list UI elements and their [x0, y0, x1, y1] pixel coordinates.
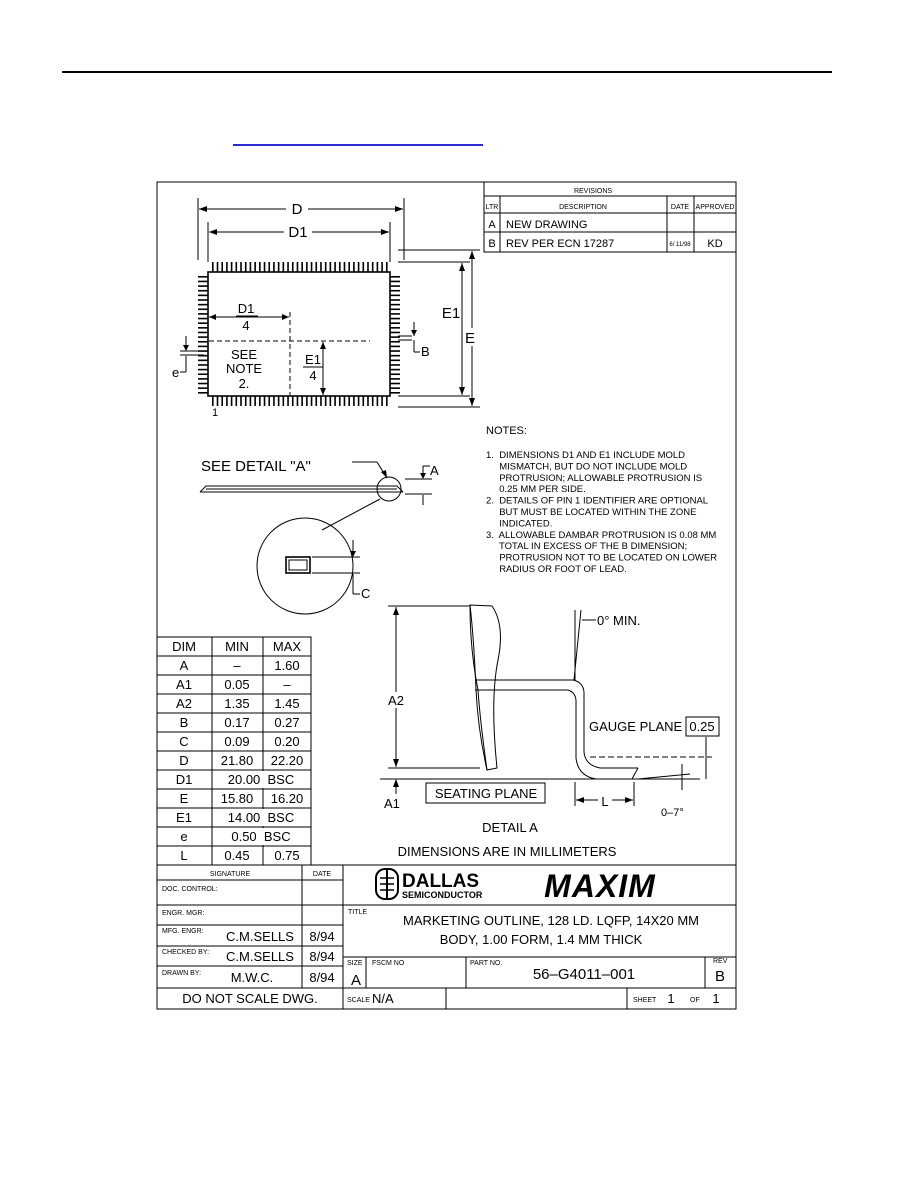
notes-title: NOTES: [486, 425, 527, 437]
lead [287, 262, 289, 272]
lead [390, 383, 400, 385]
see-note-line-2: NOTE [225, 361, 263, 376]
side-view [200, 458, 439, 614]
note-line: 1. DIMENSIONS D1 AND E1 INCLUDE MOLD [486, 450, 686, 461]
dim-table-min: 0.45 [224, 848, 250, 863]
lead [198, 373, 208, 375]
see-note-line-1: SEE [230, 347, 258, 362]
lead [311, 396, 313, 406]
lead [198, 299, 208, 301]
lead [217, 262, 219, 272]
lead [198, 308, 208, 310]
logo-semiconductor-text: SEMICONDUCTOR [402, 890, 483, 900]
part-no-value: 56–G4011–001 [532, 966, 636, 983]
note-line: PROTRUSION NOT TO BE LOCATED ON LOWER [486, 552, 718, 564]
dim-table-min: 0.05 [224, 677, 250, 692]
dim-label-e1-quarter-den: 4 [309, 368, 317, 383]
lead [198, 332, 208, 334]
top-view [172, 198, 480, 419]
lead [254, 262, 256, 272]
drawing-title-line-2: BODY, 1.00 FORM, 1.4 MM THICK [439, 932, 643, 947]
mfg-engr-name: C.M.SELLS [226, 929, 294, 944]
checked-by-date: 8/94 [309, 949, 335, 964]
lead [390, 281, 400, 283]
lead [390, 290, 400, 292]
lead [221, 396, 223, 406]
lead [306, 262, 308, 272]
dim-table-span: 0.50 BSC [231, 829, 291, 844]
note-line: 3. ALLOWABLE DAMBAR PROTRUSION IS 0.08 MM [486, 529, 717, 541]
lead [278, 262, 280, 272]
rev-b-desc: REV PER ECN 17287 [506, 238, 615, 250]
title-block [157, 865, 736, 1009]
lead [198, 392, 208, 394]
of-value: 1 [712, 991, 720, 1006]
dim-label-d1-quarter-den: 4 [242, 318, 250, 333]
dim-label-a1: A1 [384, 796, 400, 811]
lead [386, 262, 388, 272]
lead [330, 262, 332, 272]
rev-header-ltr: LTR [485, 204, 499, 211]
maxim-logo [544, 868, 656, 904]
lead [198, 322, 208, 324]
rev-b-ltr: B [488, 238, 496, 250]
lead [334, 262, 336, 272]
lead [390, 313, 400, 315]
lead [367, 396, 369, 406]
dim-label-d1-quarter-num: D1 [237, 301, 255, 316]
do-not-scale-note: DO NOT SCALE DWG. [182, 991, 318, 1006]
lead [330, 396, 332, 406]
dim-label-b: B [421, 344, 430, 359]
lead [381, 396, 383, 406]
lead [221, 262, 223, 272]
logo-dallas-text: DALLAS [402, 871, 480, 892]
lead [348, 396, 350, 406]
lead [348, 262, 350, 272]
rev-label: REV [713, 958, 728, 965]
lead [240, 262, 242, 272]
min-angle-label: 0° MIN. [597, 613, 641, 628]
lead [390, 373, 400, 375]
lead [198, 295, 208, 297]
units-note: DIMENSIONS ARE IN MILLIMETERS [397, 844, 617, 859]
note-line: TOTAL IN EXCESS OF THE B DIMENSION; [486, 541, 688, 553]
dim-table-max: 0.20 [274, 734, 300, 749]
dim-table-dim: e [180, 829, 188, 844]
dim-table-span: 20.00 BSC [227, 772, 295, 787]
lead [320, 262, 322, 272]
dim-table-max: – [283, 677, 291, 692]
lead [198, 304, 208, 306]
mfg-engr-date: 8/94 [309, 929, 335, 944]
lead [198, 378, 208, 380]
lead [245, 396, 247, 406]
lead [283, 396, 285, 406]
lead [264, 396, 266, 406]
rev-a-desc: NEW DRAWING [506, 219, 588, 231]
signature-header: SIGNATURE [209, 871, 251, 878]
dim-table-max: 0.27 [274, 715, 300, 730]
note-line: PROTRUSION; ALLOWABLE PROTRUSION IS [486, 472, 703, 484]
lead [334, 396, 336, 406]
dim-table-min: 0.09 [224, 734, 250, 749]
lead [292, 396, 294, 406]
lead [283, 262, 285, 272]
lead [273, 396, 275, 406]
seating-plane-label: SEATING PLANE [434, 786, 538, 801]
angle-range-label: 0–7° [661, 807, 684, 819]
lead [198, 369, 208, 371]
lead [231, 396, 233, 406]
dim-table-min: 0.17 [224, 715, 250, 730]
dim-table-max: 22.20 [270, 753, 304, 768]
dim-table-max: 16.20 [270, 791, 304, 806]
lead [390, 378, 400, 380]
dim-table-min: 1.35 [224, 696, 250, 711]
lead [390, 392, 400, 394]
dim-table-min: 15.80 [220, 791, 254, 806]
lead [367, 262, 369, 272]
doc-control-label: DOC. CONTROL: [162, 886, 218, 893]
rev-b-approved: KD [707, 238, 723, 250]
dim-table-dim: L [180, 848, 188, 863]
note-line: 2. DETAILS OF PIN 1 IDENTIFIER ARE OPTIONAL [486, 495, 709, 507]
part-no-label: PART NO. [470, 960, 503, 967]
package-leads [198, 262, 400, 406]
lead [377, 262, 379, 272]
lead [217, 396, 219, 406]
rev-b-date: 6/ 11/98 [669, 242, 691, 248]
see-detail-label: SEE DETAIL "A" [201, 458, 311, 475]
drawn-by-date: 8/94 [309, 970, 335, 985]
dim-table-dim: B [179, 715, 189, 730]
dim-label-d1: D1 [288, 224, 308, 241]
lead [198, 281, 208, 283]
lead [198, 336, 208, 338]
lead [250, 262, 252, 272]
date-header: DATE [312, 871, 332, 878]
lead [311, 262, 313, 272]
lead [353, 262, 355, 272]
lead [245, 262, 247, 272]
checked-by-name: C.M.SELLS [226, 949, 294, 964]
lead [287, 396, 289, 406]
revisions-table [484, 182, 736, 252]
dim-table-dim: A [179, 658, 189, 673]
sheet-value: 1 [667, 991, 675, 1006]
note-line: 0.25 MM PER SIDE. [486, 484, 586, 496]
dim-table-max: 0.75 [274, 848, 300, 863]
dim-table-min: – [233, 658, 241, 673]
lead [358, 396, 360, 406]
lead [198, 346, 208, 348]
lead [306, 396, 308, 406]
scale-value: N/A [372, 991, 394, 1006]
drawn-by-name: M.W.C. [230, 970, 274, 985]
lead [236, 396, 238, 406]
lead [390, 327, 400, 329]
dim-table-dim: E1 [176, 810, 192, 825]
lead [390, 355, 400, 357]
dim-table-header: MIN [225, 639, 249, 654]
lead [372, 396, 374, 406]
dim-table-header: MAX [272, 639, 302, 654]
lead [344, 396, 346, 406]
dim-table-span: 14.00 BSC [227, 810, 295, 825]
dim-table-dim: D [179, 753, 189, 768]
lead [236, 262, 238, 272]
dim-table-dim: A2 [176, 696, 192, 711]
lead [198, 318, 208, 320]
dimensions-table [157, 637, 311, 865]
logo-maxim-text: MAXIM [544, 868, 656, 904]
size-label: SIZE [347, 960, 363, 967]
lead [198, 327, 208, 329]
lead [301, 396, 303, 406]
lead [278, 396, 280, 406]
dim-label-c: C [361, 586, 371, 601]
lead [377, 396, 379, 406]
lead [315, 262, 317, 272]
lead [362, 396, 364, 406]
dim-table-dim: C [179, 734, 189, 749]
rev-header-description: DESCRIPTION [559, 204, 607, 211]
note-line: BUT MUST BE LOCATED WITHIN THE ZONE [486, 507, 697, 518]
lead [292, 262, 294, 272]
detail-a-view [380, 605, 719, 859]
lead [390, 369, 400, 371]
dim-label-d: D [291, 201, 303, 218]
lead [381, 262, 383, 272]
dim-table-dim: E [179, 791, 189, 806]
mfg-engr-label: MFG. ENGR: [162, 928, 204, 935]
rev-header-date: DATE [670, 204, 690, 211]
dim-label-a2: A2 [388, 693, 404, 708]
lead [390, 295, 400, 297]
dim-table-dim: D1 [175, 772, 193, 787]
checked-by-label: CHECKED BY: [162, 949, 210, 956]
sheet-label: SHEET [633, 997, 657, 1004]
dim-table-header: DIM [172, 639, 196, 654]
pin-one-label: 1 [212, 407, 219, 419]
lead [358, 262, 360, 272]
lead [250, 396, 252, 406]
lead [212, 396, 214, 406]
dallas-semiconductor-logo [376, 869, 483, 900]
lead [315, 396, 317, 406]
lead [390, 308, 400, 310]
lead [198, 383, 208, 385]
lead [264, 262, 266, 272]
title-field-label: TITLE [348, 909, 368, 916]
dim-label-e1: E1 [441, 305, 461, 322]
lead [259, 396, 261, 406]
see-note-line-3: 2. [238, 376, 250, 391]
dim-label-a: A [430, 463, 439, 478]
lead [390, 364, 400, 366]
lead [226, 396, 228, 406]
note-line: INDICATED. [486, 518, 553, 530]
lead [390, 346, 400, 348]
size-value: A [350, 972, 362, 989]
lead [198, 276, 208, 278]
lead [390, 318, 400, 320]
dim-table-max: 1.45 [274, 696, 300, 711]
revisions-title: REVISIONS [573, 188, 613, 195]
lead [268, 396, 270, 406]
lead [226, 262, 228, 272]
rev-value: B [714, 968, 726, 985]
dim-table-min: 21.80 [220, 753, 254, 768]
fscm-label: FSCM NO [372, 960, 405, 967]
lead [390, 285, 400, 287]
lead [339, 396, 341, 406]
lead [198, 360, 208, 362]
lead [390, 322, 400, 324]
dim-label-e1-quarter-num: E1 [305, 352, 321, 367]
drawn-by-label: DRAWN BY: [162, 970, 202, 977]
lead [353, 396, 355, 406]
of-label: OF [690, 997, 700, 1004]
lead [390, 387, 400, 389]
lead [325, 262, 327, 272]
lead [301, 262, 303, 272]
lead [198, 387, 208, 389]
lead [390, 299, 400, 301]
lead [297, 396, 299, 406]
dim-label-e: E [464, 330, 476, 347]
lead [297, 262, 299, 272]
note-line: RADIUS OR FOOT OF LEAD. [486, 564, 627, 575]
lead [198, 364, 208, 366]
lead [273, 262, 275, 272]
dim-label-pitch-e: e [172, 365, 180, 380]
rev-header-approved: APPROVED [695, 204, 735, 211]
lead [390, 304, 400, 306]
lead [390, 276, 400, 278]
lead [212, 262, 214, 272]
dim-table-max: 1.60 [274, 658, 300, 673]
lead [198, 313, 208, 315]
lead [390, 350, 400, 352]
note-line: MISMATCH, BUT DO NOT INCLUDE MOLD [486, 461, 688, 473]
lead [390, 341, 400, 343]
lead [372, 262, 374, 272]
lead [362, 262, 364, 272]
lead [198, 290, 208, 292]
lead [390, 332, 400, 334]
gauge-plane-value: 0.25 [689, 719, 715, 734]
lead [198, 341, 208, 343]
notes-block [486, 425, 717, 575]
package-body [208, 272, 390, 396]
scale-label: SCALE [347, 997, 370, 1004]
rev-a-ltr: A [488, 219, 496, 231]
lead [390, 336, 400, 338]
detail-a-title: DETAIL A [482, 820, 538, 835]
lead [339, 262, 341, 272]
lead [254, 396, 256, 406]
lead [259, 262, 261, 272]
lead [390, 360, 400, 362]
lead [344, 262, 346, 272]
lead [386, 396, 388, 406]
lead [240, 396, 242, 406]
lead [320, 396, 322, 406]
dim-table-dim: A1 [176, 677, 192, 692]
lead [268, 262, 270, 272]
lead [198, 285, 208, 287]
lead [231, 262, 233, 272]
engr-mgr-label: ENGR. MGR: [162, 910, 205, 917]
lead [325, 396, 327, 406]
dim-label-l: L [601, 794, 609, 809]
drawing-title-line-1: MARKETING OUTLINE, 128 LD. LQFP, 14X20 MM [403, 913, 699, 928]
gauge-plane-label: GAUGE PLANE [589, 719, 683, 734]
